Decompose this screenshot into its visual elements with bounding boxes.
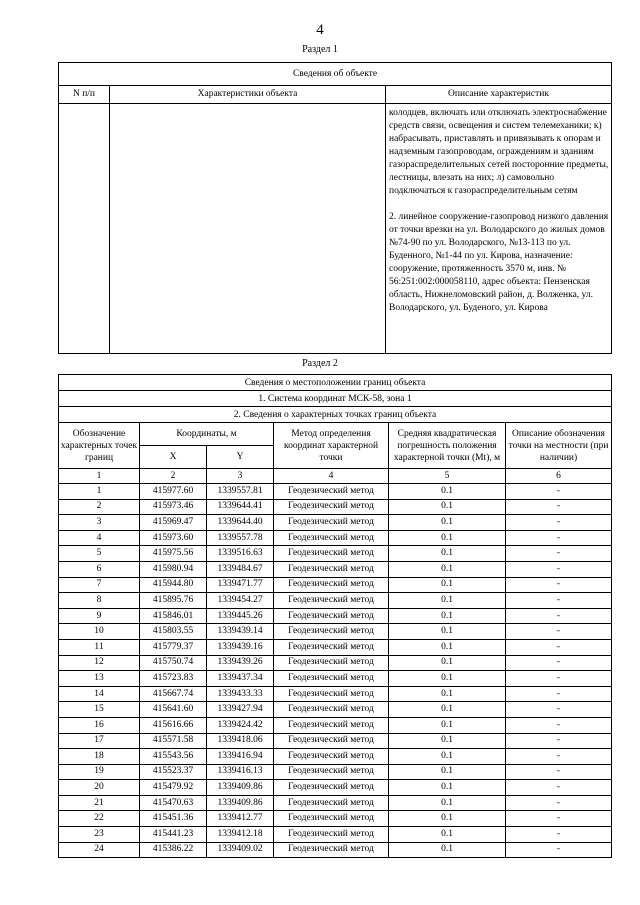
coord-x: 415479.92: [140, 780, 207, 796]
method: Геодезический метод: [274, 702, 389, 718]
point-id: 20: [59, 780, 140, 796]
header-point-id: Обозначение характерных точек границ: [59, 423, 140, 469]
method: Геодезический метод: [274, 499, 389, 515]
table-row: [59, 811, 612, 827]
point-id: 22: [59, 811, 140, 827]
table-row: [59, 561, 612, 577]
method: Геодезический метод: [274, 530, 389, 546]
header-coordinates: Координаты, м: [140, 423, 274, 446]
accuracy: 0.1: [389, 655, 506, 671]
coord-x: 415975.56: [140, 546, 207, 562]
method: Геодезический метод: [274, 842, 389, 858]
boundary-points-table: [58, 374, 612, 858]
coord-x: 415846.01: [140, 608, 207, 624]
coord-x: 415977.60: [140, 484, 207, 500]
accuracy: 0.1: [389, 733, 506, 749]
column-number: 4: [274, 469, 389, 484]
accuracy: 0.1: [389, 593, 506, 609]
column-number: 5: [389, 469, 506, 484]
table-row: [59, 530, 612, 546]
point-description: -: [506, 671, 612, 687]
point-description: -: [506, 530, 612, 546]
coord-x: 415944.80: [140, 577, 207, 593]
accuracy: 0.1: [389, 639, 506, 655]
coord-x: 415980.94: [140, 561, 207, 577]
table-row: [59, 593, 612, 609]
coord-y: 1339409.86: [207, 780, 274, 796]
method: Геодезический метод: [274, 546, 389, 562]
table-row: [59, 780, 612, 796]
point-id: 18: [59, 749, 140, 765]
method: Геодезический метод: [274, 608, 389, 624]
coord-y: 1339445.26: [207, 608, 274, 624]
coord-y: 1339424.42: [207, 717, 274, 733]
coord-x: 415973.60: [140, 530, 207, 546]
coord-y: 1339516.63: [207, 546, 274, 562]
point-id: 19: [59, 764, 140, 780]
coord-x: 415451.36: [140, 811, 207, 827]
point-id: 13: [59, 671, 140, 687]
coord-y: 1339439.26: [207, 655, 274, 671]
header-x: X: [140, 446, 207, 469]
method: Геодезический метод: [274, 577, 389, 593]
header-method: Метод определения координат характерной точки: [274, 423, 389, 469]
coord-y: 1339433.33: [207, 686, 274, 702]
method: Геодезический метод: [274, 624, 389, 640]
coord-y: 1339416.13: [207, 764, 274, 780]
table-row: [59, 515, 612, 531]
point-id: 1: [59, 484, 140, 500]
coord-x: 415641.60: [140, 702, 207, 718]
accuracy: 0.1: [389, 842, 506, 858]
accuracy: 0.1: [389, 717, 506, 733]
column-number: 6: [506, 469, 612, 484]
empty-cell: [110, 104, 386, 354]
point-description: -: [506, 827, 612, 843]
header-description: Описание характеристик: [386, 86, 612, 104]
point-id: 9: [59, 608, 140, 624]
table-row: [59, 671, 612, 687]
coordinate-system: 1. Система координат МСК-58, зона 1: [59, 391, 612, 407]
coord-y: 1339409.86: [207, 795, 274, 811]
coord-y: 1339644.41: [207, 499, 274, 515]
table-row: [59, 484, 612, 500]
accuracy: 0.1: [389, 608, 506, 624]
coord-x: 415973.46: [140, 499, 207, 515]
accuracy: 0.1: [389, 671, 506, 687]
point-id: 7: [59, 577, 140, 593]
table-row: [59, 827, 612, 843]
header-accuracy: Средняя квадратическая погрешность положения характерной точки (Mt), м: [389, 423, 506, 469]
point-description: -: [506, 577, 612, 593]
coord-y: 1339416.94: [207, 749, 274, 765]
point-id: 15: [59, 702, 140, 718]
accuracy: 0.1: [389, 795, 506, 811]
coord-x: 415779.37: [140, 639, 207, 655]
method: Геодезический метод: [274, 561, 389, 577]
point-id: 14: [59, 686, 140, 702]
column-number: 1: [59, 469, 140, 484]
table-row: [59, 577, 612, 593]
point-id: 21: [59, 795, 140, 811]
coord-x: 415895.76: [140, 593, 207, 609]
table-row: [59, 717, 612, 733]
accuracy: 0.1: [389, 577, 506, 593]
accuracy: 0.1: [389, 561, 506, 577]
coord-x: 415803.55: [140, 624, 207, 640]
description-paragraph-1: колодцев, включать или отключать электроснабжение средств связи, освещения и систем телемеханики; к) набрасывать, приставлять и привязывать к опорам и надземным газопроводам, ограждениям и зданиям газораспределительных сетей посторонние предметы, лестницы, влезать на них; л) самовольно подключаться к газораспределительным сетям: [389, 108, 609, 196]
coord-x: 415667.74: [140, 686, 207, 702]
point-id: 12: [59, 655, 140, 671]
accuracy: 0.1: [389, 515, 506, 531]
table-row: [59, 624, 612, 640]
point-description: -: [506, 842, 612, 858]
accuracy: 0.1: [389, 764, 506, 780]
accuracy: 0.1: [389, 484, 506, 500]
coord-y: 1339439.16: [207, 639, 274, 655]
coord-y: 1339471.77: [207, 577, 274, 593]
coord-y: 1339484.67: [207, 561, 274, 577]
point-id: 3: [59, 515, 140, 531]
point-id: 24: [59, 842, 140, 858]
method: Геодезический метод: [274, 515, 389, 531]
point-description: -: [506, 749, 612, 765]
table-row: [59, 499, 612, 515]
coord-y: 1339418.06: [207, 733, 274, 749]
method: Геодезический метод: [274, 717, 389, 733]
accuracy: 0.1: [389, 811, 506, 827]
header-characteristics: Характеристики объекта: [110, 86, 386, 104]
table-row: [59, 764, 612, 780]
coord-y: 1339437.34: [207, 671, 274, 687]
coord-y: 1339409.02: [207, 842, 274, 858]
table-row: [59, 733, 612, 749]
method: Геодезический метод: [274, 764, 389, 780]
object-info-table: [58, 62, 612, 354]
method: Геодезический метод: [274, 686, 389, 702]
coord-x: 415723.83: [140, 671, 207, 687]
point-description: -: [506, 624, 612, 640]
method: Геодезический метод: [274, 749, 389, 765]
table-row: [59, 702, 612, 718]
table-row: [59, 842, 612, 858]
object-info-title: Сведения об объекте: [59, 63, 612, 86]
accuracy: 0.1: [389, 546, 506, 562]
description-cell: [386, 104, 612, 354]
point-id: 11: [59, 639, 140, 655]
point-id: 6: [59, 561, 140, 577]
coord-x: 415616.66: [140, 717, 207, 733]
table-row: [59, 749, 612, 765]
coord-x: 415543.56: [140, 749, 207, 765]
point-description: -: [506, 608, 612, 624]
method: Геодезический метод: [274, 671, 389, 687]
table-row: [59, 686, 612, 702]
coord-y: 1339412.18: [207, 827, 274, 843]
table-row: [59, 655, 612, 671]
method: Геодезический метод: [274, 811, 389, 827]
empty-cell: [59, 104, 110, 354]
coord-x: 415470.63: [140, 795, 207, 811]
coord-y: 1339439.14: [207, 624, 274, 640]
point-description: -: [506, 811, 612, 827]
coord-x: 415441.23: [140, 827, 207, 843]
method: Геодезический метод: [274, 593, 389, 609]
accuracy: 0.1: [389, 749, 506, 765]
accuracy: 0.1: [389, 499, 506, 515]
point-description: -: [506, 655, 612, 671]
section-1-label: Раздел 1: [302, 44, 338, 55]
table-row: [59, 608, 612, 624]
point-description: -: [506, 702, 612, 718]
accuracy: 0.1: [389, 780, 506, 796]
point-id: 23: [59, 827, 140, 843]
location-title: Сведения о местоположении границ объекта: [59, 375, 612, 391]
coord-x: 415523.37: [140, 764, 207, 780]
method: Геодезический метод: [274, 639, 389, 655]
point-description: -: [506, 733, 612, 749]
header-y: Y: [207, 446, 274, 469]
coord-y: 1339454.27: [207, 593, 274, 609]
point-id: 8: [59, 593, 140, 609]
coord-y: 1339427.94: [207, 702, 274, 718]
section-2-label: Раздел 2: [302, 358, 338, 369]
description-paragraph-2: 2. линейное сооружение-газопровод низкого давления от точки врезки на ул. Володарского до жилых домов №74-90 по ул. Володарского, №13-113 по ул. Буденного, №1-44 по ул. Кирова, назначение: сооружение, протяженность 3570 м, инв. № 56:251:002:000058110, адрес объекта: Пензенская область, Нижнеломовский район, д. Волженка, ул. Володарского, ул. Буденого, ул. Кирова: [389, 212, 609, 313]
point-description: -: [506, 546, 612, 562]
point-id: 17: [59, 733, 140, 749]
point-description: -: [506, 717, 612, 733]
accuracy: 0.1: [389, 624, 506, 640]
point-description: -: [506, 764, 612, 780]
header-number: N п/п: [59, 86, 110, 104]
point-description: -: [506, 499, 612, 515]
point-description: -: [506, 795, 612, 811]
point-description: -: [506, 593, 612, 609]
method: Геодезический метод: [274, 780, 389, 796]
page-number: 4: [316, 22, 324, 38]
coord-y: 1339557.81: [207, 484, 274, 500]
point-id: 10: [59, 624, 140, 640]
method: Геодезический метод: [274, 733, 389, 749]
points-title: 2. Сведения о характерных точках границ объекта: [59, 407, 612, 423]
method: Геодезический метод: [274, 795, 389, 811]
point-id: 16: [59, 717, 140, 733]
accuracy: 0.1: [389, 530, 506, 546]
coord-y: 1339557.78: [207, 530, 274, 546]
point-description: -: [506, 686, 612, 702]
table-row: [59, 546, 612, 562]
accuracy: 0.1: [389, 686, 506, 702]
method: Геодезический метод: [274, 655, 389, 671]
column-number: 3: [207, 469, 274, 484]
point-id: 2: [59, 499, 140, 515]
accuracy: 0.1: [389, 827, 506, 843]
method: Геодезический метод: [274, 827, 389, 843]
coord-x: 415571.58: [140, 733, 207, 749]
point-description: -: [506, 780, 612, 796]
point-description: -: [506, 561, 612, 577]
column-number: 2: [140, 469, 207, 484]
method: Геодезический метод: [274, 484, 389, 500]
point-description: -: [506, 515, 612, 531]
coord-x: 415750.74: [140, 655, 207, 671]
accuracy: 0.1: [389, 702, 506, 718]
coord-x: 415386.22: [140, 842, 207, 858]
table-row: [59, 639, 612, 655]
point-id: 4: [59, 530, 140, 546]
coord-y: 1339644.40: [207, 515, 274, 531]
table-row: [59, 795, 612, 811]
point-description: -: [506, 484, 612, 500]
point-id: 5: [59, 546, 140, 562]
header-point-description: Описание обозначения точки на местности (при наличии): [506, 423, 612, 469]
coord-x: 415969.47: [140, 515, 207, 531]
point-description: -: [506, 639, 612, 655]
coord-y: 1339412.77: [207, 811, 274, 827]
